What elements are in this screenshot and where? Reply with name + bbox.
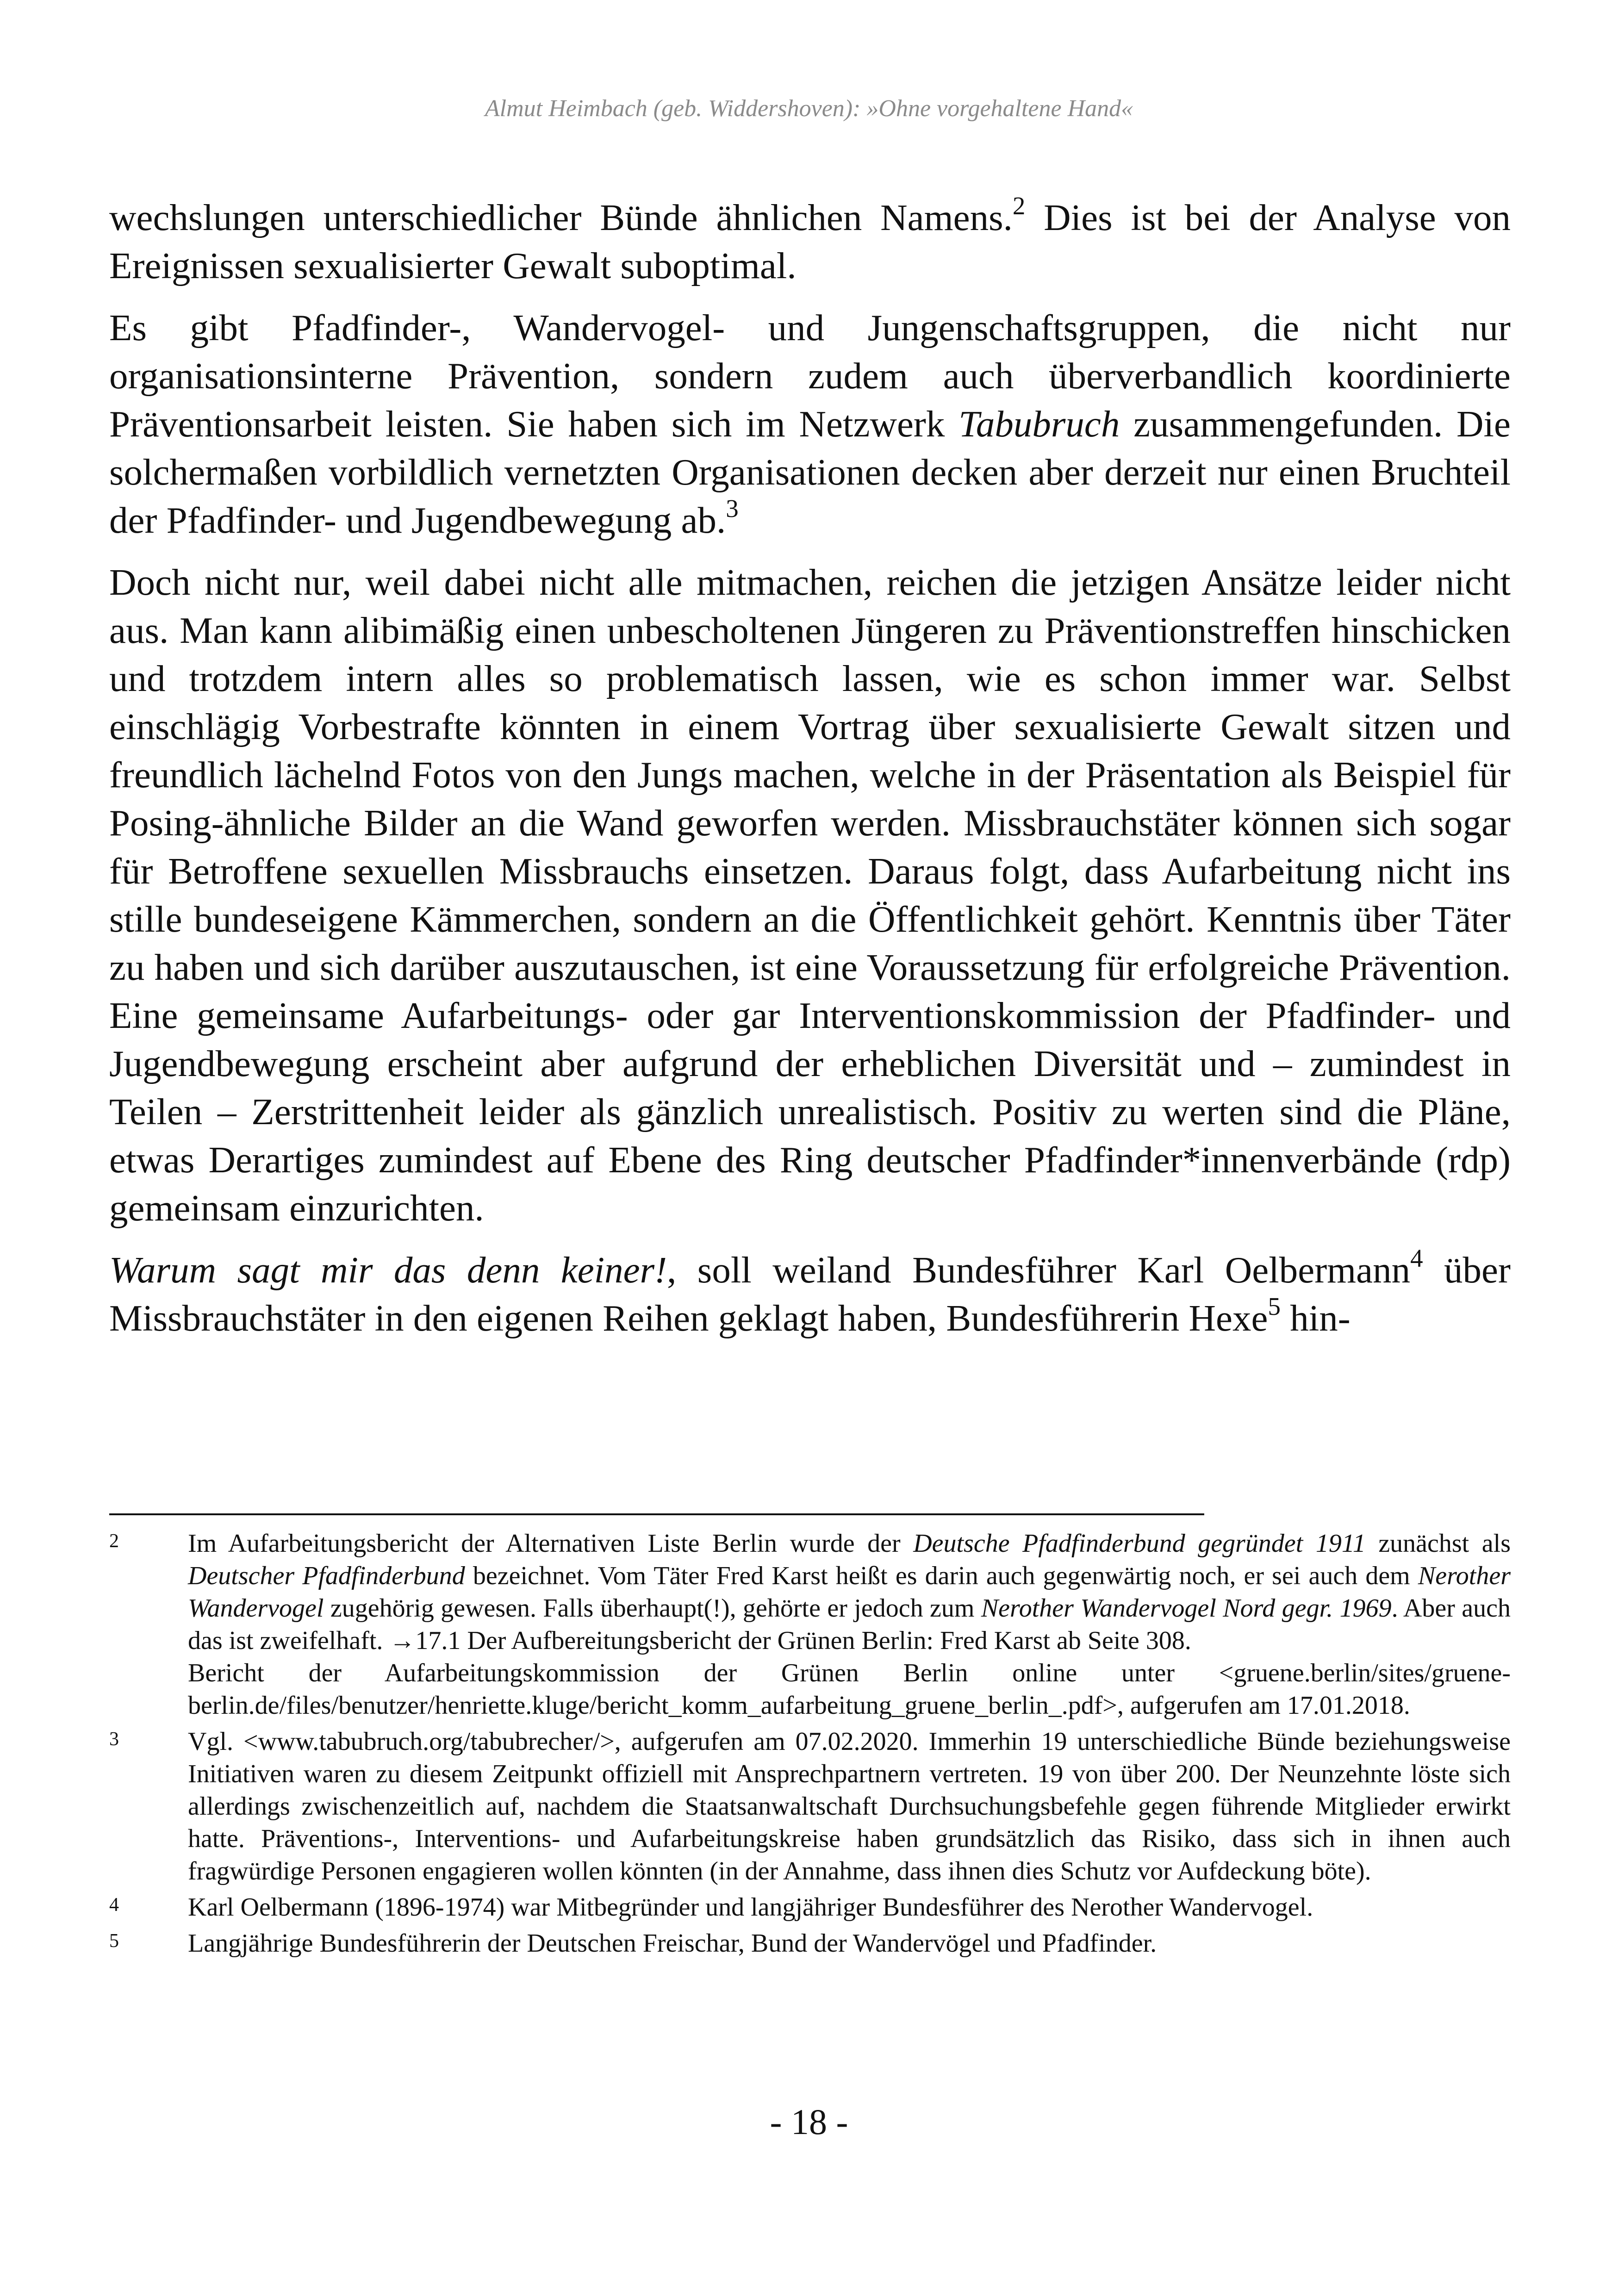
paragraph: Doch nicht nur, weil dabei nicht alle mitmachen, reichen die jetzigen Ansätze leider nicht aus. Man kann alibimäßig einen unbescholtenen Jüngeren zu Präventionstreffen hinschicken und trotzdem intern alles so problematisch lassen, wie es schon immer war. Selbst einschlägig Vorbestrafte könnten in einem Vortrag über sexualisierte Gewalt sitzen und freundlich lächelnd Fotos von den Jungs machen, welche in der Präsentation als Beispiel für Posing-ähnliche Bilder an die Wand geworfen werden. Missbrauchstäter können sich sogar für Betroffene sexuellen Missbrauchs einsetzen. Daraus folgt, dass Aufarbeitung nicht ins stille bundeseigene Kämmerchen, sondern an die Öffentlichkeit gehört. Kenntnis über Täter zu haben und sich darüber auszutauschen, ist eine Voraussetzung für erfolgreiche Prävention. Eine gemeinsame Aufarbeitungs- oder gar Interventionskommission der Pfadfinder- und Jugendbewegung erscheint aber aufgrund der erheblichen Diversität und – zumindest in Teilen – Zerstrittenheit leider als gänzlich unrealistisch. Positiv zu werten sind die Pläne, etwas Derartiges zumindest auf Ebene des Ring deutscher Pfadfinder*innenverbände (rdp) gemeinsam einzurichten. xyxy=(109,561,1511,1229)
footnote-ref[interactable]: 3 xyxy=(726,494,739,523)
footnote-ref[interactable]: 4 xyxy=(1410,1244,1423,1272)
paragraph-text: wechslungen unterschiedlicher Bünde ähnlichen Namens. xyxy=(109,197,1013,238)
page-number: - 18 - xyxy=(770,2102,848,2142)
footnote-text: Vgl. <www.tabubruch.org/tabubrecher/>, aufgerufen am 07.02.2020. Immerhin 19 unterschiedliche Bünde beziehungsweise Initiativen waren zu diesem Zeitpunkt offiziell mit Ansprechpartnern vertreten. 19 von über 200. Der Neunzehnte löste sich allerdings zwischenzeitlich auf, nachdem die Staatsanwaltschaft Durchsuchungsbefehle gegen führende Mitglieder erwirkt hatte. Präventions-, Interventions- und Aufarbeitungskreise haben grundsätzlich das Risiko, dass sich in ihnen auch fragwürdige Personen engagieren wollen könnten (in der Annahme, dass ihnen dies Schutz vor Aufdeckung böte). xyxy=(188,1727,1511,1885)
footnote-3 xyxy=(109,1725,1511,1887)
footnote-5 xyxy=(109,1927,1511,1960)
paragraph xyxy=(109,1246,1511,1342)
italic-term: Tabubruch xyxy=(958,403,1120,445)
footnote-number: 5 xyxy=(109,1930,119,1952)
footnote-text: Langjährige Bundesführerin der Deutschen Freischar, Bund der Wandervögel und Pfadfinder. xyxy=(188,1929,1157,1958)
paragraph-text: Dies ist bei der Analyse von Ereignissen sexualisierter Gewalt suboptimal. xyxy=(109,197,1511,286)
paragraph xyxy=(109,193,1511,290)
footnote-url-text: Bericht der Aufarbeitungskommission der Grünen Berlin online unter <gruene.berlin/sites/gruene-berlin.de/files/benutzer/henriette.kluge/bericht_komm_aufarbeitung_gruene_berlin_.pdf>, aufgerufen am 17.01.2018. xyxy=(188,1659,1511,1720)
footnote-ref[interactable]: 5 xyxy=(1268,1292,1281,1320)
paragraph-text: hin- xyxy=(1280,1297,1350,1339)
paragraph-text: zusammengefunden. Die solchermaßen vorbildlich vernetzten Organisationen decken aber derzeit nur einen Bruchteil der Pfadfinder- und Jugendbewegung ab. xyxy=(109,403,1511,541)
footnote-separator xyxy=(109,1513,1204,1515)
footnotes xyxy=(109,1527,1511,1963)
paragraph-text: , soll weiland Bundesführer Karl Oelbermann xyxy=(667,1249,1411,1291)
body-text xyxy=(109,193,1511,1356)
footnote-2 xyxy=(109,1527,1511,1722)
footnote-number: 3 xyxy=(109,1729,119,1750)
paragraph-text: über Missbrauchstäter in den eigenen Reihen geklagt haben, Bundesführerin Hexe xyxy=(109,1249,1511,1339)
running-header: Almut Heimbach (geb. Widdershoven): »Ohne vorgehaltene Hand« xyxy=(485,95,1133,122)
footnote-4 xyxy=(109,1891,1511,1923)
footnote-text: Karl Oelbermann (1896-1974) war Mitbegründer und langjähriger Bundesführer des Nerother Wandervogel. xyxy=(188,1893,1313,1922)
footnote-number: 2 xyxy=(109,1531,119,1552)
paragraph xyxy=(109,304,1511,544)
footnote-text: Im Aufarbeitungsbericht der Alternativen Liste Berlin wurde der Deutsche Pfadfinderbund gegründet 1911 zunächst als Deutscher Pfadfinderbund bezeichnet. Vom Täter Fred Karst heißt es darin auch gegenwärtig noch, er sei auch dem Nerother Wandervogel zugehörig gewesen. Falls überhaupt(!), gehörte er jedoch zum Nerother Wandervogel Nord gegr. 1969. Aber auch das ist zweifelhaft. →17.1 Der Aufbereitungsbericht der Grünen Berlin: Fred Karst ab Seite 308. Bericht der Aufarbeitungskommission der Grünen Berlin online unter <gruene.berlin/sites/gruene-berlin.de/files/benutzer/henriette.kluge/bericht_komm_aufarbeitung_gruene_berlin_.pdf>, aufgerufen am 17.01.2018. xyxy=(188,1527,1511,1722)
footnote-ref[interactable]: 2 xyxy=(1012,192,1026,220)
paragraph-text: Es gibt Pfadfinder-, Wandervogel- und Jungenschaftsgruppen, die nicht nur organisationsinterne Prävention, sondern zudem auch überverbandlich koordinierte Präventionsarbeit leisten. Sie haben sich im Netzwerk xyxy=(109,307,1511,445)
footnote-number: 4 xyxy=(109,1894,119,1916)
italic-quote: Warum sagt mir das denn keiner! xyxy=(109,1249,667,1291)
